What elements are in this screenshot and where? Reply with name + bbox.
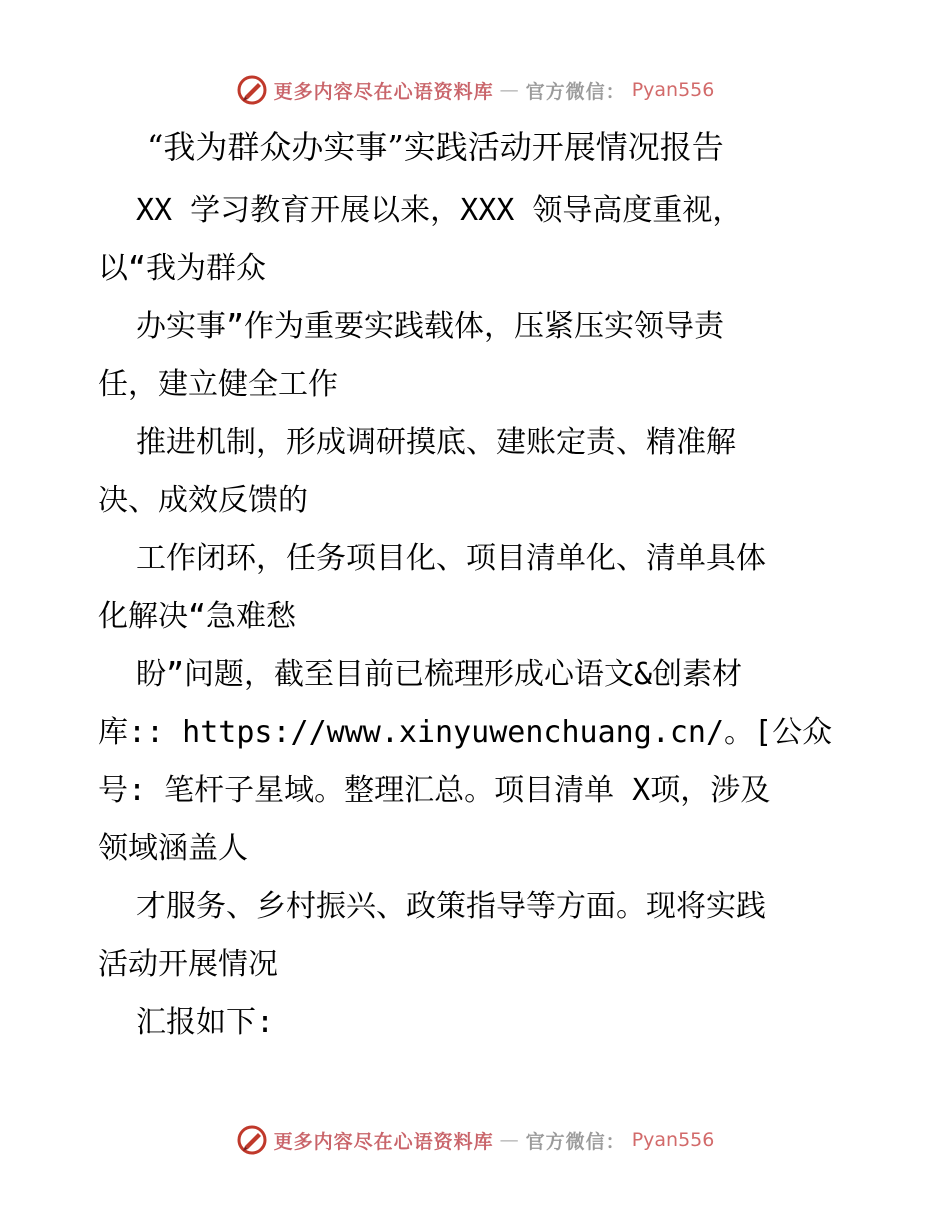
banner-main-text: 更多内容尽在心语资料库 xyxy=(273,1130,494,1153)
banner-official-label: 官方微信： xyxy=(525,1130,626,1153)
body-line: 任，建立健全工作 xyxy=(98,367,338,402)
banner-wechat-id: Pyan556 xyxy=(631,1129,715,1151)
body-line: 才服务、乡村振兴、政策指导等方面。现将实践 xyxy=(136,889,766,924)
body-line: 办实事”作为重要实践载体，压紧压实领导责 xyxy=(136,309,725,344)
body-line: 汇报如下: xyxy=(136,1005,275,1040)
body-line: 决、成效反馈的 xyxy=(98,483,308,518)
body-line: 以“我为群众 xyxy=(98,251,267,286)
body-line: 盼”问题，截至目前已梳理形成心语文&创素材 xyxy=(136,657,743,692)
body-line: 号: 笔杆子星域。整理汇总。项目清单 X项，涉及 xyxy=(98,773,771,808)
banner-dash: — xyxy=(499,79,520,101)
body-line: 推进机制，形成调研摸底、建账定责、精准解 xyxy=(136,425,736,460)
pen-logo-icon xyxy=(236,1124,268,1156)
banner-main-text: 更多内容尽在心语资料库 xyxy=(273,80,494,103)
pen-logo-icon xyxy=(236,74,268,106)
document-body xyxy=(98,182,858,1052)
body-line: XX 学习教育开展以来，XXX 领导高度重视， xyxy=(136,193,743,228)
body-line: 化解决“急难愁 xyxy=(98,599,297,634)
banner-official-label: 官方微信： xyxy=(525,80,626,103)
body-line: 领域涵盖人 xyxy=(98,831,248,866)
footer-banner xyxy=(0,1120,950,1160)
body-line: 活动开展情况 xyxy=(98,947,278,982)
body-line: 工作闭环，任务项目化、项目清单化、清单具体 xyxy=(136,541,766,576)
document-title: “我为群众办实事”实践活动开展情况报告 xyxy=(147,128,724,166)
body-line: 库:: https://www.xinyuwenchuang.cn/。[公众 xyxy=(98,715,833,750)
header-banner xyxy=(0,70,950,110)
banner-wechat-id: Pyan556 xyxy=(631,79,715,101)
banner-dash: — xyxy=(499,1129,520,1151)
